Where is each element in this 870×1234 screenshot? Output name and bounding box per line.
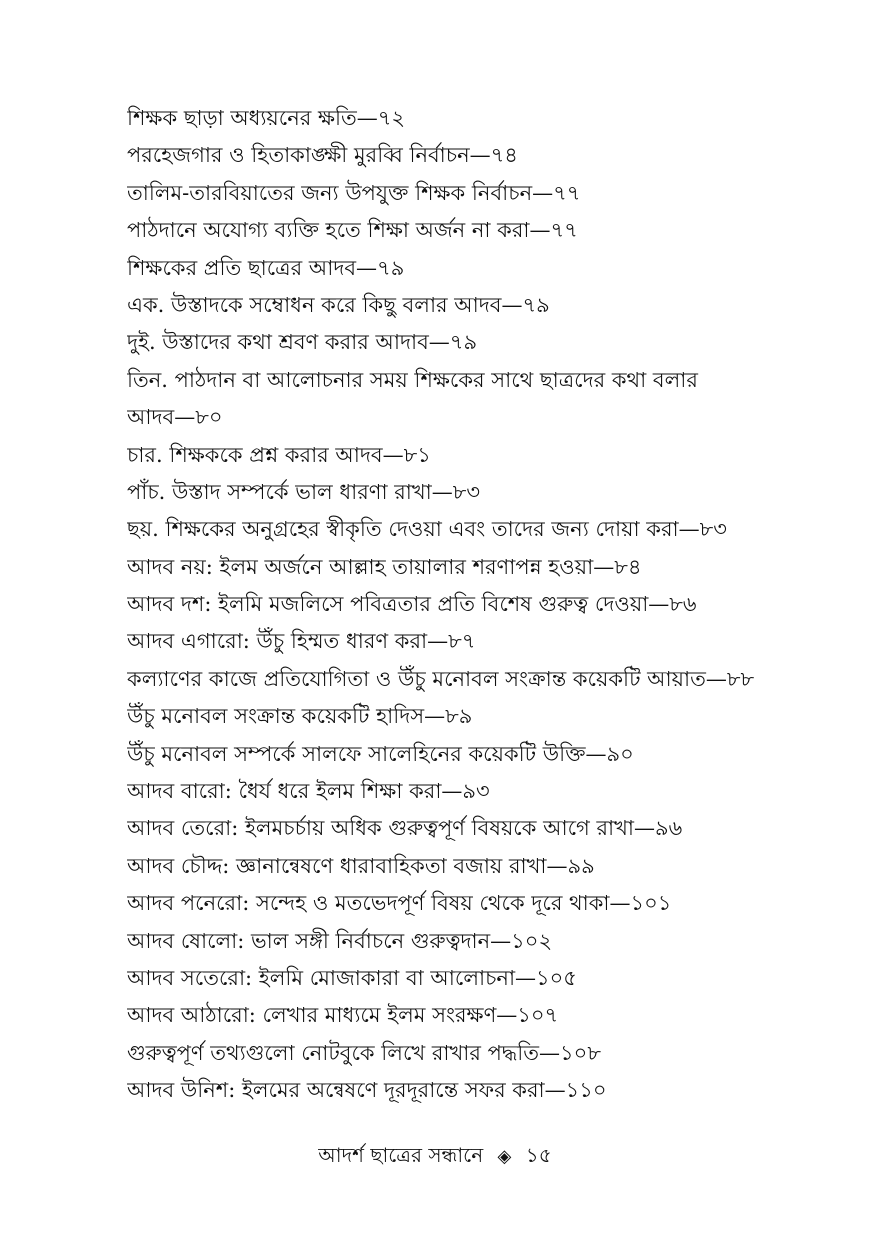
toc-line: আদব তেরো: ইলমচর্চায় অধিক গুরুত্বপূর্ণ বিষয়কে আগে রাখা—৯৬ (127, 816, 683, 841)
toc-line: শিক্ষকের প্রতি ছাত্রের আদব—৭৯ (127, 255, 405, 280)
toc-line: তালিম-তারবিয়াতের জন্য উপযুক্ত শিক্ষক নির্বাচন—৭৭ (127, 180, 581, 205)
table-of-contents (127, 100, 827, 1110)
book-title: আদর্শ ছাত্রের সন্ধানে (318, 1143, 484, 1167)
page-number: ১৫ (525, 1143, 552, 1167)
toc-line: আদব সতেরো: ইলমি মোজাকারা বা আলোচনা—১০৫ (127, 965, 577, 990)
toc-line: দুই. উস্তাদের কথা শ্রবণ করার আদাব—৭৯ (127, 330, 478, 355)
page-footer (0, 1140, 870, 1172)
toc-line: আদব এগারো: উঁচু হিম্মত ধারণ করা—৮৭ (127, 629, 476, 654)
toc-line: আদব উনিশ: ইলমের অন্বেষণে দূরদূরান্তে সফর করা—১১০ (127, 1078, 607, 1103)
toc-line: আদব ষোলো: ভাল সঙ্গী নির্বাচনে গুরুত্বদান—১০২ (127, 928, 553, 953)
toc-line: আদব আঠারো: লেখার মাধ্যমে ইলম সংরক্ষণ—১০৭ (127, 1003, 559, 1028)
toc-line: আদব—৮০ (127, 405, 223, 430)
toc-line: চার. শিক্ষককে প্রশ্ন করার আদব—৮১ (127, 442, 431, 467)
toc-line: শিক্ষক ছাড়া অধ্যয়নের ক্ষতি—৭২ (127, 106, 406, 130)
toc-line: পরহেজগার ও হিতাকাঙ্ক্ষী মুরব্বি নির্বাচন—৭৪ (127, 143, 518, 168)
diamond-separator-icon: ◈ (497, 1146, 512, 1167)
toc-line: আদব নয়: ইলম অর্জনে আল্লাহ তায়ালার শরণাপন্ন হওয়া—৮৪ (127, 554, 642, 579)
toc-line: পাঁচ. উস্তাদ সম্পর্কে ভাল ধারণা রাখা—৮৩ (127, 479, 481, 504)
toc-line: তিন. পাঠদান বা আলোচনার সময় শিক্ষকের সাথে ছাত্রদের কথা বলার (127, 367, 698, 392)
toc-line: গুরুত্বপূর্ণ তথ্যগুলো নোটবুকে লিখে রাখার পদ্ধতি—১০৮ (127, 1040, 601, 1065)
toc-line: ছয়. শিক্ষকের অনুগ্রহের স্বীকৃতি দেওয়া এবং তাদের জন্য দোয়া করা—৮৩ (127, 517, 727, 542)
toc-line: পাঠদানে অযোগ্য ব্যক্তি হতে শিক্ষা অর্জন না করা—৭৭ (127, 218, 578, 243)
toc-line: উঁচু মনোবল সম্পর্কে সালফে সালেহিনের কয়েকটি উক্তি—৯০ (127, 741, 634, 766)
toc-line: আদব বারো: ধৈর্য ধরে ইলম শিক্ষা করা—৯৩ (127, 779, 490, 804)
toc-line: আদব চৌদ্দ: জ্ঞানান্বেষণে ধারাবাহিকতা বজায় রাখা—৯৯ (127, 853, 595, 878)
toc-line: উঁচু মনোবল সংক্রান্ত কয়েকটি হাদিস—৮৯ (127, 704, 473, 729)
toc-line: আদব দশ: ইলমি মজলিসে পবিত্রতার প্রতি বিশেষ গুরুত্ব দেওয়া—৮৬ (127, 592, 697, 617)
toc-line: আদব পনেরো: সন্দেহ ও মতভেদপূর্ণ বিষয় থেকে দূরে থাকা—১০১ (127, 891, 672, 916)
toc-line: এক. উস্তাদকে সম্বোধন করে কিছু বলার আদব—৭৯ (127, 292, 550, 317)
toc-line: কল্যাণের কাজে প্রতিযোগিতা ও উঁচু মনোবল সংক্রান্ত কয়েকটি আয়াত—৮৮ (127, 666, 755, 691)
